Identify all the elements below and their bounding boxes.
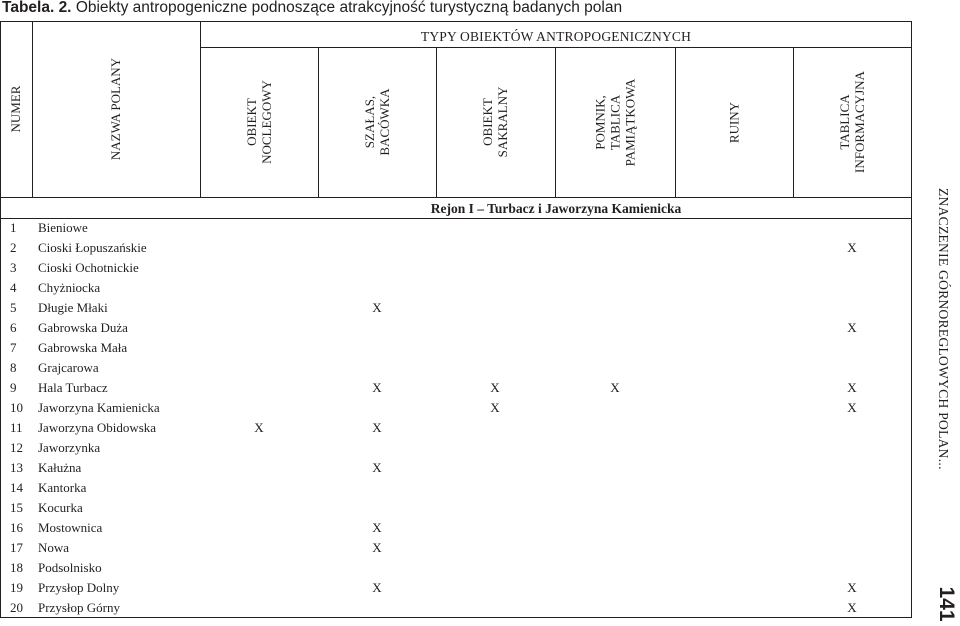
table-row bbox=[0, 438, 912, 458]
table-row bbox=[0, 298, 912, 318]
type-column-divider bbox=[675, 47, 676, 198]
row-glade-name: Bieniowe bbox=[38, 220, 88, 235]
row-number: 9 bbox=[10, 380, 17, 395]
row-mark: X bbox=[372, 300, 382, 315]
table-row bbox=[0, 498, 912, 518]
row-glade-name: Długie Młaki bbox=[38, 300, 108, 315]
header-type-column bbox=[480, 57, 510, 187]
row-glade-name: Jaworzyna Obidowska bbox=[38, 420, 157, 435]
row-mark: X bbox=[372, 520, 382, 535]
header-type-column bbox=[727, 57, 742, 187]
row-glade-name: Nowa bbox=[38, 540, 70, 555]
table-row bbox=[0, 598, 912, 618]
row-glade-name: Jaworzyna Kamienicka bbox=[38, 400, 160, 415]
row-number: 14 bbox=[10, 480, 23, 495]
table-row bbox=[0, 238, 912, 258]
header-type-line: SAKRALNY bbox=[495, 86, 510, 158]
row-number: 12 bbox=[10, 440, 23, 455]
row-number: 11 bbox=[10, 420, 23, 435]
table-row bbox=[0, 458, 912, 478]
row-number: 15 bbox=[10, 500, 23, 515]
row-number: 5 bbox=[10, 300, 17, 315]
header-type-column bbox=[593, 57, 638, 187]
table-row bbox=[0, 418, 912, 438]
row-mark: X bbox=[847, 380, 857, 395]
row-number: 2 bbox=[10, 240, 17, 255]
row-glade-name: Grajcarowa bbox=[38, 360, 99, 375]
table-row bbox=[0, 538, 912, 558]
region-title: Rejon I – Turbacz i Jaworzyna Kamienicka bbox=[430, 201, 682, 216]
row-number: 16 bbox=[10, 520, 23, 535]
row-number: 6 bbox=[10, 320, 17, 335]
row-number: 19 bbox=[10, 580, 23, 595]
table-caption bbox=[2, 0, 622, 17]
row-number: 4 bbox=[10, 280, 17, 295]
header-numer: NUMER bbox=[8, 85, 23, 133]
row-mark: X bbox=[847, 400, 857, 415]
header-type-line: INFORMACYJNA bbox=[852, 71, 867, 173]
type-column-divider bbox=[793, 47, 794, 198]
row-glade-name: Kocurka bbox=[38, 500, 83, 515]
row-mark: X bbox=[490, 380, 500, 395]
types-title: TYPY OBIEKTÓW ANTROPOGENICZNYCH bbox=[420, 29, 692, 44]
running-header: ZNACZENIE GÓRNOREGLOWYCH POLAN... bbox=[936, 188, 951, 470]
row-glade-name: Chyżniocka bbox=[38, 280, 101, 295]
row-glade-name: Gabrowska Duża bbox=[38, 320, 128, 335]
header-type-line: SZAŁAS, bbox=[362, 95, 377, 149]
row-glade-name: Cioski Łopuszańskie bbox=[38, 240, 147, 255]
row-glade-name: Kałużna bbox=[38, 460, 82, 475]
row-glade-name: Cioski Ochotnickie bbox=[38, 260, 139, 275]
row-number: 13 bbox=[10, 460, 23, 475]
type-column-divider bbox=[318, 47, 319, 198]
table-row bbox=[0, 518, 912, 538]
header-nazwa-polany: NAZWA POLANY bbox=[108, 57, 123, 161]
row-glade-name: Gabrowska Mała bbox=[38, 340, 128, 355]
table-row bbox=[0, 278, 912, 298]
row-mark: X bbox=[847, 320, 857, 335]
row-number: 3 bbox=[10, 260, 17, 275]
row-mark: X bbox=[372, 580, 382, 595]
row-number: 7 bbox=[10, 340, 17, 355]
row-number: 18 bbox=[10, 560, 23, 575]
header-type-column bbox=[244, 57, 274, 187]
row-mark: X bbox=[610, 380, 620, 395]
row-glade-name: Podsolnisko bbox=[38, 560, 102, 575]
row-number: 20 bbox=[10, 600, 23, 615]
header-type-line: PAMIĄTKOWA bbox=[622, 78, 638, 166]
row-number: 8 bbox=[10, 360, 17, 375]
row-mark: X bbox=[847, 240, 857, 255]
table-row bbox=[0, 558, 912, 578]
row-mark: X bbox=[372, 420, 382, 435]
row-number: 1 bbox=[10, 220, 17, 235]
table-row bbox=[0, 358, 912, 378]
row-glade-name: Hala Turbacz bbox=[38, 380, 108, 395]
table-row bbox=[0, 478, 912, 498]
header-type-line: RUINY bbox=[726, 101, 742, 143]
header-type-line: OBIEKT bbox=[244, 98, 259, 146]
header-type-line: BACÓWKA bbox=[377, 88, 392, 156]
header-type-column bbox=[362, 57, 392, 187]
row-mark: X bbox=[372, 460, 382, 475]
table-row bbox=[0, 378, 912, 398]
row-glade-name: Przysłop Górny bbox=[38, 600, 120, 615]
table-row bbox=[0, 398, 912, 418]
type-column-divider bbox=[436, 47, 437, 198]
header-type-line: POMNIK, bbox=[592, 94, 608, 150]
table-top-border bbox=[0, 21, 912, 22]
row-number: 17 bbox=[10, 540, 23, 555]
header-type-line: NOCLEGOWY bbox=[259, 80, 274, 164]
header-bottom-border bbox=[0, 197, 912, 198]
caption-text: Obiekty antropogeniczne podnoszące atrakcyjność turystyczną badanych polan bbox=[75, 0, 623, 16]
row-mark: X bbox=[847, 580, 857, 595]
header-type-line: TABLICA bbox=[607, 94, 623, 150]
table-row bbox=[0, 218, 912, 238]
table-row bbox=[0, 258, 912, 278]
nazwa-column-divider bbox=[200, 21, 201, 198]
row-glade-name: Kantorka bbox=[38, 480, 87, 495]
types-title-divider bbox=[200, 47, 912, 48]
page-number: 141 bbox=[935, 586, 958, 622]
row-glade-name: Jaworzynka bbox=[38, 440, 101, 455]
row-mark: X bbox=[254, 420, 264, 435]
table-row bbox=[0, 318, 912, 338]
numer-column-divider bbox=[32, 21, 33, 198]
table-row bbox=[0, 578, 912, 598]
header-type-column bbox=[837, 57, 867, 187]
type-column-divider bbox=[555, 47, 556, 198]
header-type-line: TABLICA bbox=[837, 94, 852, 150]
row-mark: X bbox=[372, 380, 382, 395]
row-number: 10 bbox=[10, 400, 23, 415]
row-mark: X bbox=[847, 600, 857, 615]
row-mark: X bbox=[490, 400, 500, 415]
header-type-line: OBIEKT bbox=[480, 98, 495, 146]
caption-label: Tabela. 2. bbox=[2, 0, 72, 16]
row-glade-name: Przysłop Dolny bbox=[38, 580, 120, 595]
row-glade-name: Mostownica bbox=[38, 520, 103, 535]
row-mark: X bbox=[372, 540, 382, 555]
table-row bbox=[0, 338, 912, 358]
